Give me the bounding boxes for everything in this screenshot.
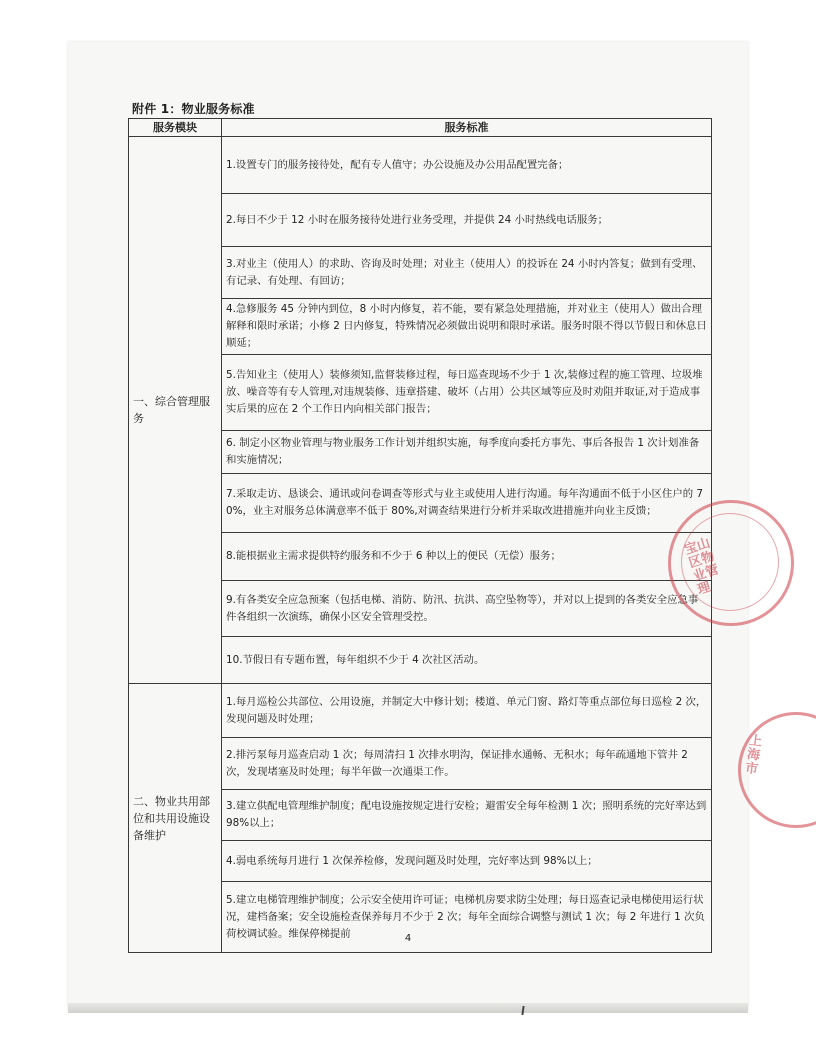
seal-text: 宝山区物业管理 [682,535,721,598]
table-row [129,684,712,738]
document-heading: 附件 1：物业服务标准 [132,102,255,116]
page-bottom-edge [68,1003,748,1013]
standard-cell: 8.能根据业主需求提供特约服务和不少于 6 种以上的便民（无偿）服务； [222,533,712,581]
module-cell-general [129,137,222,684]
module-label: 一、综合管理服务 [133,395,210,425]
standard-cell: 2.每日不少于 12 小时在服务接待处进行业务受理，并提供 24 小时热线电话服务； [222,194,712,247]
standard-cell: 6. 制定小区物业管理与物业服务工作计划并组织实施，每季度向委托方事先、事后各报告 1 次计划准备和实施情况； [222,431,712,474]
header-module: 服务模块 [129,119,222,137]
page-number: 4 [404,933,412,944]
standard-cell: 9.有各类安全应急预案（包括电梯、消防、防汛、抗洪、高空坠物等），并对以上提到的各类安全应急事件各组织一次演练，确保小区安全管理受控。 [222,581,712,637]
red-seal-stamp [738,712,816,828]
red-seal-stamp [668,500,794,626]
standard-cell: 10.节假日有专题布置，每年组织不少于 4 次社区活动。 [222,637,712,684]
service-standard-table [128,118,712,953]
table-row [129,137,712,194]
standard-cell: 4.急修服务 45 分钟内到位，8 小时内修复，若不能，要有紧急处理措施，并对业主（使用人）做出合理解释和限时承诺；小修 2 日内修复，特殊情况必须做出说明和限时承诺。服务时限不得以节假日和休息日顺延； [222,299,712,355]
seal-text: 上海市 [744,733,764,778]
standard-cell: 2.排污泵每月巡查启动 1 次；每周清扫 1 次排水明沟，保证排水通畅、无积水；每年疏通地下管井 2 次，发现堵塞及时处理；每半年做一次通渠工作。 [222,738,712,790]
standard-cell: 5.建立电梯管理维护制度；公示安全使用许可证；电梯机房要求防尘处理；每日巡查记录电梯使用运行状况，建档备案；安全设施检查保养每月不少于 2 次；每年全面综合调整与测试 1 次；每 2 年进行 1 次负荷校调试验。维保停梯提前 [222,882,712,953]
module-label: 二、物业共用部位和共用设施设备维护 [133,794,210,842]
standard-cell: 3.对业主（使用人）的求助、咨询及时处理；对业主（使用人）的投诉在 24 小时内答复；做到有受理、有记录、有处理、有回访； [222,247,712,299]
module-cell-maintenance [129,684,222,953]
table-header-row [129,119,712,137]
standard-cell: 4.弱电系统每月进行 1 次保养检修，发现问题及时处理，完好率达到 98%以上； [222,841,712,882]
header-standard: 服务标准 [222,119,712,137]
standard-cell: 1.设置专门的服务接待处，配有专人值守；办公设施及办公用品配置完备； [222,137,712,194]
standard-cell: 1.每月巡检公共部位、公用设施，并制定大中修计划；楼道、单元门窗、路灯等重点部位每日巡检 2 次，发现问题及时处理； [222,684,712,738]
standard-cell: 5.告知业主（使用人）装修须知,监督装修过程，每日巡查现场不少于 1 次,装修过程的施工管理、垃圾堆放、噪音等有专人管理,对违规装修、违章搭建、破坏（占用）公共区域等应及时劝阻并取证,对于造成事实后果的应在 2 个工作日内向相关部门报告； [222,355,712,431]
standard-cell: 3.建立供配电管理维护制度；配电设施按规定进行安检；避雷安全每年检测 1 次；照明系统的完好率达到 98%以上； [222,790,712,841]
standard-cell: 7.采取走访、恳谈会、通讯或问卷调查等形式与业主或使用人进行沟通。每年沟通面不低于小区住户的 70%，业主对服务总体满意率不低于 80%,对调查结果进行分析并采取改进措施并向业主反馈； [222,474,712,533]
